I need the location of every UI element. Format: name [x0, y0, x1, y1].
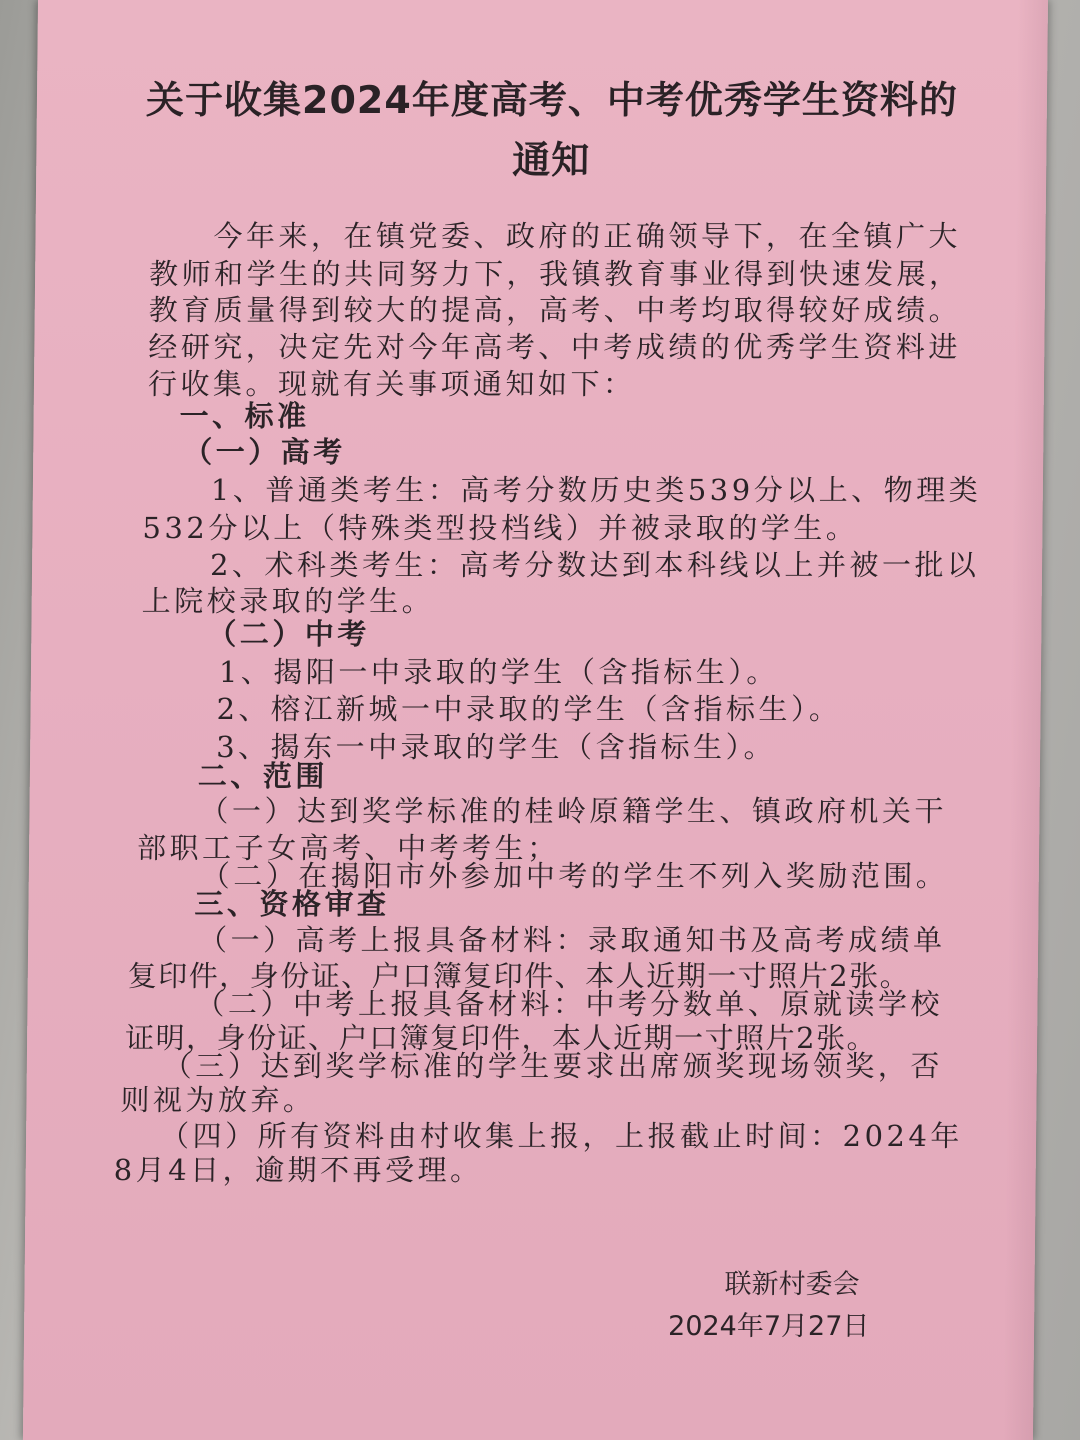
- notice-body: [23, 0, 1048, 1440]
- section-heading: 一、标准: [179, 399, 310, 433]
- body-line: 今年来，在镇党委、政府的正确领导下，在全镇广大: [213, 219, 962, 253]
- body-line: 上院校录取的学生。: [141, 584, 435, 618]
- subsection-heading: （一）高考: [183, 435, 346, 469]
- signature-date: 2024年7月27日: [667, 1311, 870, 1342]
- section-heading: 二、范围: [197, 759, 329, 793]
- body-line: 1、揭阳一中录取的学生（含指标生）。: [218, 655, 780, 689]
- body-line: 行收集。现就有关事项通知如下：: [147, 367, 636, 401]
- body-line: （三）达到奖学标准的学生要求出席颁奖现场领奖，否: [162, 1049, 944, 1083]
- body-line: 2、术科类考生：高考分数达到本科线以上并被一批以: [209, 548, 980, 582]
- body-line: （四）所有资料由村收集上报，上报截止时间：2024年: [159, 1119, 964, 1153]
- subsection-heading: （二）中考: [207, 617, 371, 651]
- body-line: 2、榕江新城一中录取的学生（含指标生）。: [216, 692, 842, 726]
- signature-org: 联新村委会: [724, 1269, 860, 1300]
- body-line: 证明，身份证、户口簿复印件，本人近期一寸照片2张。: [124, 1021, 878, 1055]
- body-line: 1、普通类考生：高考分数历史类539分以上、物理类: [210, 473, 982, 507]
- body-line: 教师和学生的共同努力下，我镇教育事业得到快速发展，: [148, 257, 962, 291]
- notice-paper: [23, 0, 1048, 1440]
- body-line: 复印件，身份证、户口簿复印件、本人近期一寸照片2张。: [127, 959, 911, 993]
- body-line: 则视为放弃。: [120, 1083, 316, 1117]
- body-line: 532分以上（特殊类型投档线）并被录取的学生。: [142, 511, 859, 545]
- body-line: 3、揭东一中录取的学生（含指标生）。: [215, 730, 777, 764]
- section-heading: 三、资格审查: [194, 887, 390, 921]
- body-line: 8月4日，逾期不再受理。: [113, 1153, 483, 1187]
- body-line: （二）中考上报具备材料：中考分数单、原就读学校: [195, 987, 944, 1021]
- body-line: （一）达到奖学标准的桂岭原籍学生、镇政府机关干: [199, 794, 948, 828]
- body-line: （一）高考上报具备材料：录取通知书及高考成绩单: [197, 923, 946, 957]
- body-line: 教育质量得到较大的提高，高考、中考均取得较好成绩。: [148, 293, 962, 327]
- body-line: 部职工子女高考、中考考生；: [136, 831, 560, 865]
- notice-title: 关于收集2024年度高考、中考优秀学生资料的通知: [145, 78, 959, 182]
- body-line: 经研究，决定先对今年高考、中考成绩的优秀学生资料进: [148, 330, 962, 364]
- body-line: （二）在揭阳市外参加中考的学生不列入奖励范围。: [200, 859, 949, 893]
